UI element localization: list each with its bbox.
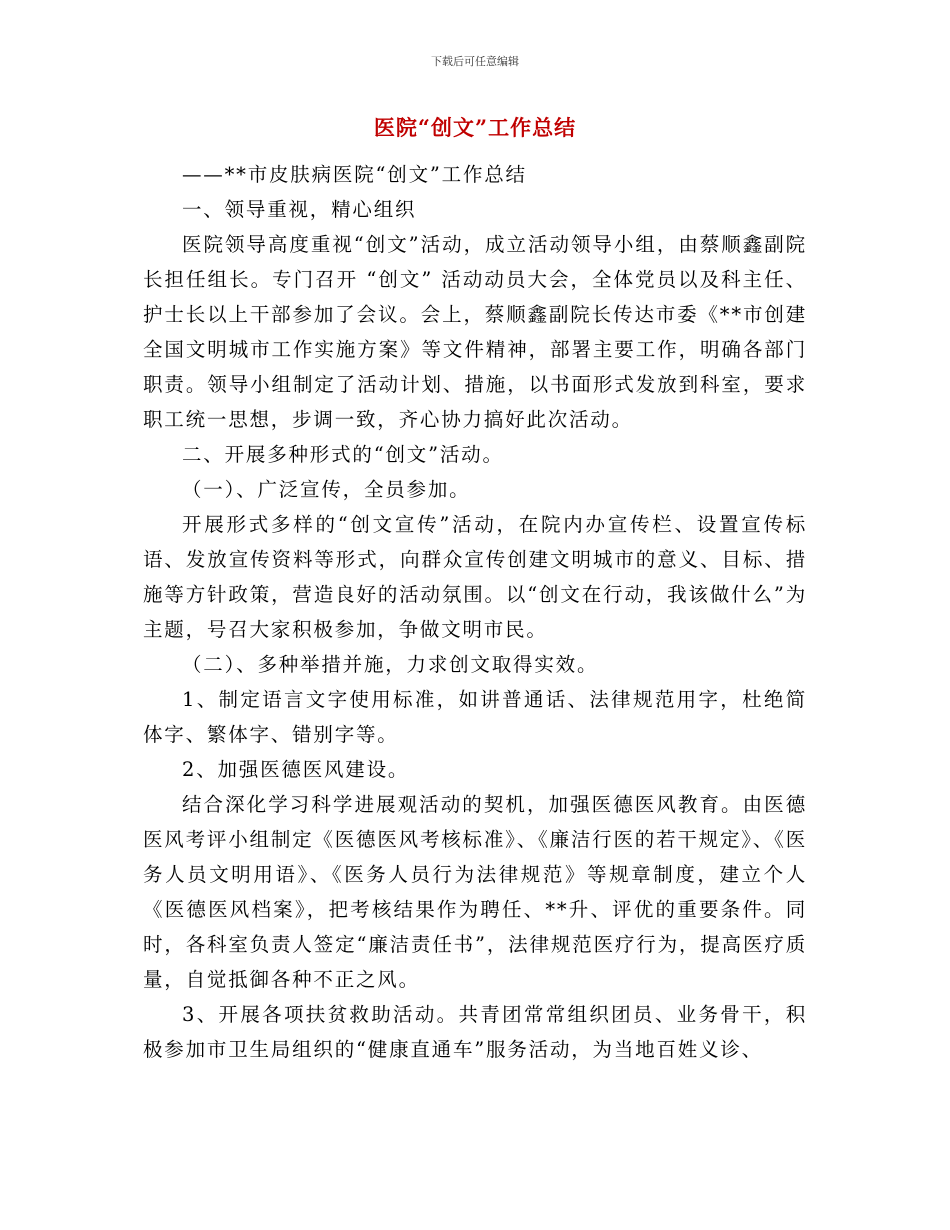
body-paragraph: 开展形式多样的“创文宣传”活动，在院内办宣传栏、设置宣传标语、发放宣传资料等形式，向群众宣传创建文明城市的意义、目标、措施等方针政策，营造良好的活动氛围。以“创文在行动，我该做什么”为主题，号召大家积极参加，争做文明市民。 (143, 513, 807, 641)
body-paragraph: 结合深化学习科学进展观活动的契机，加强医德医风教育。由医德医风考评小组制定《医德医风考核标准》、《廉洁行医的若干规定》、《医务人员文明用语》、《医务人员行为法律规范》等规章制度，建立个人《医德医风档案》，把考核结果作为聘任、**升、评优的重要条件。同时，各科室负责人签定“廉洁责任书”，法律规范医疗行为，提高医疗质量，自觉抵御各种不正之风。 (143, 793, 807, 991)
document-body (143, 157, 807, 1067)
section-heading-2: 二、开展多种形式的“创文”活动。 (182, 443, 504, 466)
list-item-3: 3、开展各项扶贫救助活动。共青团常常组织团员、业务骨干，积极参加市卫生局组织的“健康直通车”服务活动，为当地百姓义诊、 (143, 1003, 807, 1061)
subsection-heading-1: （一）、广泛宣传，全员参加。 (182, 478, 471, 501)
subtitle-paragraph: ——**市皮肤病医院“创文”工作总结 (182, 163, 527, 186)
header-note: 下载后可任意编辑 (431, 55, 519, 68)
section-heading-1: 一、领导重视，精心组织 (182, 198, 417, 221)
list-item-2: 2、加强医德医风建设。 (182, 758, 410, 781)
subsection-heading-2: （二）、多种举措并施，力求创文取得实效。 (182, 653, 599, 676)
document-title: 医院“创文”工作总结 (373, 115, 577, 140)
body-paragraph: 医院领导高度重视“创文”活动，成立活动领导小组，由蔡顺鑫副院长担任组长。专门召开 “创文” 活动动员大会，全体党员以及科主任、护士长以上干部参加了会议。会上，蔡顺鑫副院长传达市委《**市创建全国文明城市工作实施方案》等文件精神，部署主要工作，明确各部门职责。领导小组制定了活动计划、措施，以书面形式发放到科室，要求职工统一思想，步调一致，齐心协力搞好此次活动。 (143, 233, 807, 431)
list-item-1: 1、制定语言文字使用标准，如讲普通话、法律规范用字，杜绝简体字、繁体字、错别字等。 (143, 688, 807, 746)
